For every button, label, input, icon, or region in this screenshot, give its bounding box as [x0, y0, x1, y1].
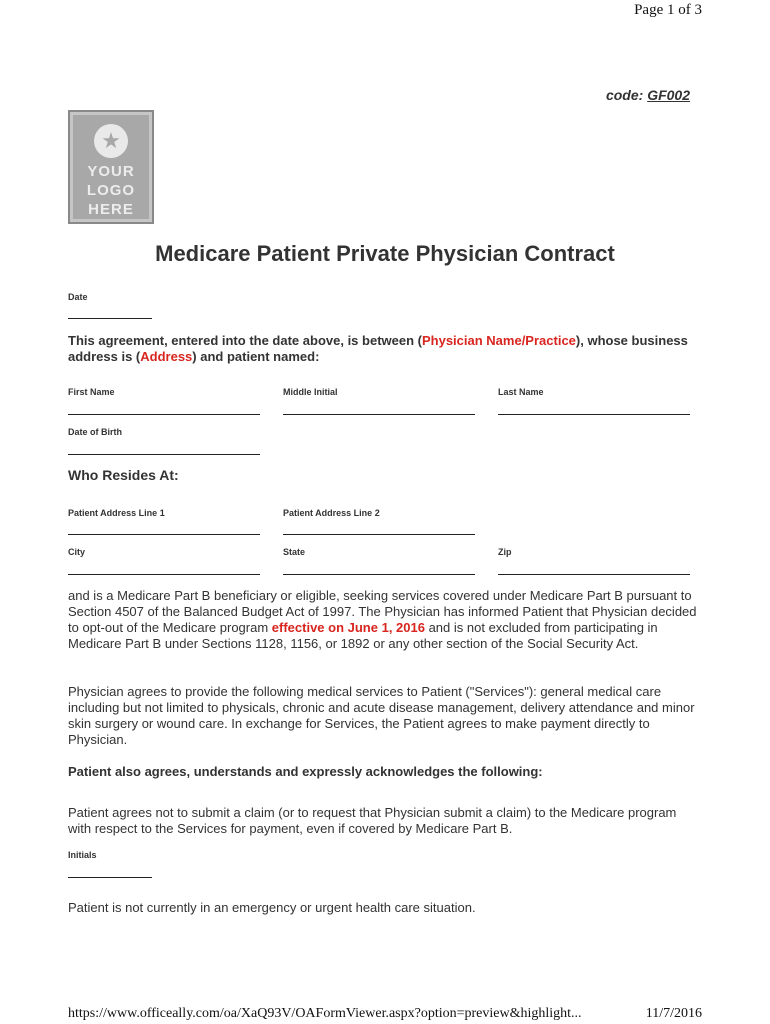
date-of-birth-label: Date of Birth — [68, 427, 122, 437]
form-code-label: code: — [605, 87, 644, 103]
emergency-paragraph: Patient is not currently in an emergency or urgent health care situation. — [68, 900, 476, 915]
form-code-value: GF002 — [647, 87, 690, 103]
footer-url: https://www.officeally.com/oa/XaQ93V/OAFormViewer.aspx?option=preview&highlight... — [68, 1006, 582, 1021]
footer-date: 11/7/2016 — [645, 1006, 702, 1021]
logo-text — [70, 162, 152, 219]
effective-date-highlight: effective on June 1, 2016 — [271, 620, 425, 635]
zip-field[interactable] — [498, 574, 690, 575]
address-line2-field[interactable] — [283, 534, 475, 535]
agreement-text: ), whose business address is ( — [68, 333, 688, 364]
address-line1-field[interactable] — [68, 534, 260, 535]
form-code — [606, 87, 690, 103]
document-title: Medicare Patient Private Physician Contract — [155, 241, 615, 266]
middle-initial-label: Middle Initial — [283, 387, 338, 397]
state-field[interactable] — [283, 574, 475, 575]
city-field[interactable] — [68, 574, 260, 575]
address-placeholder: Address — [140, 349, 193, 364]
city-label: City — [68, 547, 86, 557]
state-label: State — [283, 547, 306, 557]
agreement-statement — [68, 333, 698, 365]
agreement-text: This agreement, entered into the date above, is between ( — [68, 333, 422, 348]
address-line1-label: Patient Address Line 1 — [68, 508, 165, 518]
first-name-field[interactable] — [68, 414, 260, 415]
initials-label: Initials — [68, 850, 97, 860]
date-field-line[interactable] — [68, 318, 152, 319]
zip-label: Zip — [498, 547, 512, 557]
date-of-birth-field[interactable] — [68, 454, 260, 455]
paragraph-text: and is not excluded from participating in Medicare Part B under Sections 1128, 1156, or 1892 or any other section of the Social Security Act. — [68, 620, 658, 651]
agreement-text: ) and patient named: — [192, 349, 320, 364]
date-label: Date — [68, 292, 88, 302]
initials-field[interactable] — [68, 877, 152, 878]
star-icon: ★ — [94, 124, 128, 158]
last-name-field[interactable] — [498, 414, 690, 415]
address-line2-label: Patient Address Line 2 — [283, 508, 380, 518]
middle-initial-field[interactable] — [283, 414, 475, 415]
physician-name-placeholder: Physician Name/Practice — [421, 333, 576, 348]
claim-paragraph: Patient agrees not to submit a claim (or to request that Physician submit a claim) to the Medicare program with respect to the Services for payment, even if covered by Medicare Part B. — [68, 805, 677, 836]
resides-heading: Who Resides At: — [68, 467, 179, 483]
logo-text-line: LOGO — [86, 182, 136, 199]
logo-placeholder — [68, 110, 154, 224]
last-name-label: Last Name — [498, 387, 544, 397]
services-paragraph: Physician agrees to provide the following medical services to Patient ("Services"): general medical care including but not limited to physicals, chronic and acute disease management, delivery attendance and minor skin surgery or wound care. In exchange for Services, the Patient agrees to make payment directly to Physician. — [68, 684, 695, 747]
beneficiary-paragraph — [68, 588, 698, 652]
paragraph-text: and is a Medicare Part B beneficiary or eligible, seeking services covered under Medicare Part B pursuant to Section 4507 of the Balanced Budget Act of 1997. The Physician has informed Patient that Physician decided to opt-out of the Medicare program — [68, 588, 697, 635]
logo-text-line: YOUR — [87, 163, 135, 180]
logo-text-line: HERE — [88, 201, 134, 218]
first-name-label: First Name — [68, 387, 115, 397]
acknowledgement-heading: Patient also agrees, understands and expressly acknowledges the following: — [68, 764, 543, 779]
page-number: Page 1 of 3 — [634, 2, 702, 18]
